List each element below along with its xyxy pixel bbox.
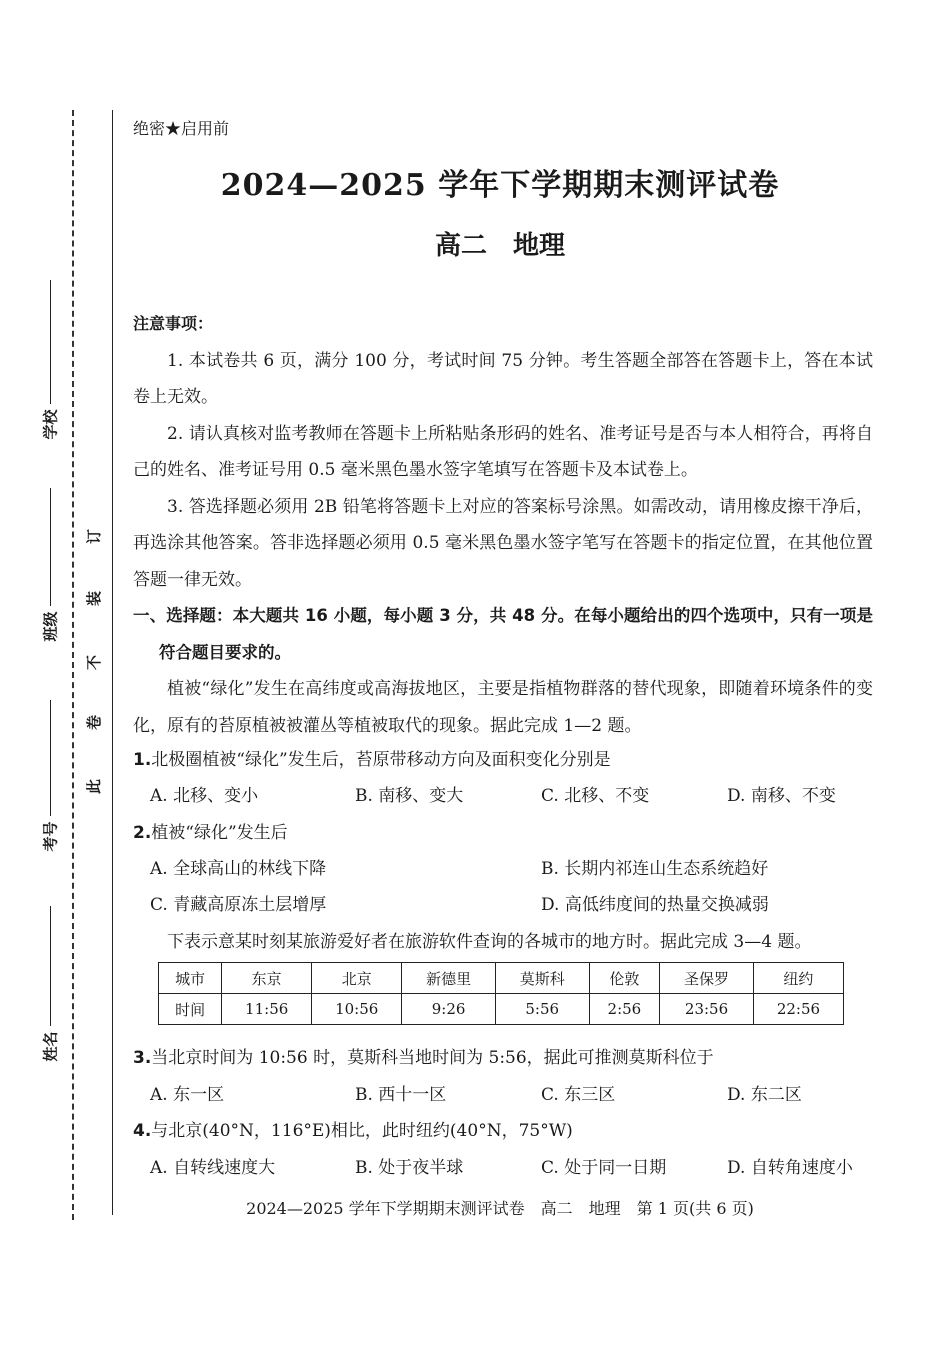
notes-section <box>133 306 873 744</box>
binding-char: 卷 <box>85 714 104 731</box>
class-underline <box>50 488 51 606</box>
question-3 <box>133 1043 873 1068</box>
city-time-table <box>158 962 844 1025</box>
q2-option-d[interactable]: D. 高低纬度间的热量交换减弱 <box>541 895 769 915</box>
name-label: 姓名 <box>41 1031 60 1062</box>
exam-number-underline <box>50 700 51 816</box>
q4-option-b[interactable]: B. 处于夜半球 <box>355 1158 464 1178</box>
question-number: 4. <box>133 1121 152 1141</box>
question-number: 1. <box>133 750 152 770</box>
q2-option-b[interactable]: B. 长期内祁连山生态系统趋好 <box>541 859 769 879</box>
table-cell: 纽约 <box>753 963 843 994</box>
question-number: 3. <box>133 1048 152 1068</box>
question-stem: 与北京(40°N，116°E)相比，此时纽约(40°N，75°W) <box>151 1121 573 1141</box>
name-underline <box>50 906 51 1026</box>
page-footer: 2024—2025 学年下学期期末测评试卷 高二 地理 第 1 页(共 6 页) <box>246 1199 754 1218</box>
passage-1: 植被“绿化”发生在高纬度或高海拔地区，主要是指植物群落的替代现象，即随着环境条件的变化，原有的苔原植被被灌丛等植被取代的现象。据此完成 1—2 题。 <box>133 679 873 736</box>
table-cell: 23:56 <box>660 994 754 1025</box>
section1-heading: 一、选择题：本大题共 16 小题，每小题 3 分，共 48 分。在每小题给出的四个选项中，只有一项是符合题目要求的。 <box>133 606 873 662</box>
table-cell: 22:56 <box>753 994 843 1025</box>
passage-2: 下表示意某时刻某旅游爱好者在旅游软件查询的各城市的地方时。据此完成 3—4 题。 <box>167 932 812 952</box>
table-cell: 伦敦 <box>589 963 660 994</box>
margin-divider-line <box>112 110 113 1215</box>
school-label: 学校 <box>41 409 60 440</box>
q4-option-d[interactable]: D. 自转角速度小 <box>727 1158 853 1178</box>
table-cell: 新德里 <box>402 963 496 994</box>
table-cell: 11:56 <box>222 994 312 1025</box>
school-underline <box>50 280 51 404</box>
question-stem: 北极圈植被“绿化”发生后，苔原带移动方向及面积变化分别是 <box>151 750 611 770</box>
confidential-label: 绝密★启用前 <box>133 119 230 138</box>
q2-option-c[interactable]: C. 青藏高原冻土层增厚 <box>150 895 327 915</box>
table-cell: 东京 <box>222 963 312 994</box>
binding-char: 订 <box>85 528 104 545</box>
binding-char: 不 <box>85 654 104 671</box>
q3-option-d[interactable]: D. 东二区 <box>727 1085 802 1105</box>
class-label: 班级 <box>41 611 60 642</box>
table-cell: 北京 <box>312 963 402 994</box>
binding-char: 此 <box>85 778 104 795</box>
question-1 <box>133 745 873 770</box>
table-cell: 9:26 <box>402 994 496 1025</box>
exam-subtitle: 高二 地理 <box>434 231 565 261</box>
q1-option-c[interactable]: C. 北移、不变 <box>541 786 650 806</box>
q4-option-a[interactable]: A. 自转线速度大 <box>150 1158 276 1178</box>
q2-option-a[interactable]: A. 全球高山的林线下降 <box>150 859 327 879</box>
question-stem: 植被“绿化”发生后 <box>151 823 288 843</box>
table-cell: 5:56 <box>495 994 589 1025</box>
table-header-cell: 城市 <box>159 963 222 994</box>
note-item: 2. 请认真核对监考教师在答题卡上所粘贴条形码的姓名、准考证号是否与本人相符合，再将自己的姓名、准考证号用 0.5 毫米黑色墨水签字笔填写在答题卡及本试卷上。 <box>133 423 873 480</box>
exam-title: 2024—2025 学年下学期期末测评试卷 <box>220 168 780 203</box>
question-4 <box>133 1116 873 1141</box>
table-cell: 2:56 <box>589 994 660 1025</box>
q1-option-a[interactable]: A. 北移、变小 <box>150 786 259 806</box>
note-item: 3. 答选择题必须用 2B 铅笔将答题卡上对应的答案标号涂黑。如需改动，请用橡皮擦干净后，再选涂其他答案。答非选择题必须用 0.5 毫米黑色墨水签字笔写在答题卡的指定位置，在其他位置答题一律无效。 <box>133 496 873 590</box>
table-header-cell: 时间 <box>159 994 222 1025</box>
exam-number-label: 考号 <box>41 821 60 852</box>
table-row <box>159 994 844 1025</box>
note-item: 1. 本试卷共 6 页，满分 100 分，考试时间 75 分钟。考生答题全部答在答题卡上，答在本试卷上无效。 <box>133 350 873 407</box>
binding-char: 装 <box>85 590 104 607</box>
notes-heading: 注意事项： <box>133 314 214 333</box>
q3-option-c[interactable]: C. 东三区 <box>541 1085 616 1105</box>
question-number: 2. <box>133 823 152 843</box>
q4-option-c[interactable]: C. 处于同一日期 <box>541 1158 667 1178</box>
table-cell: 莫斯科 <box>495 963 589 994</box>
table-row <box>159 963 844 994</box>
q3-option-b[interactable]: B. 西十一区 <box>355 1085 447 1105</box>
question-2 <box>133 818 873 843</box>
table-cell: 圣保罗 <box>660 963 754 994</box>
q3-option-a[interactable]: A. 东一区 <box>150 1085 225 1105</box>
question-stem: 当北京时间为 10:56 时，莫斯科当地时间为 5:56，据此可推测莫斯科位于 <box>151 1048 714 1068</box>
table-cell: 10:56 <box>312 994 402 1025</box>
binding-dashed-line <box>72 110 74 1220</box>
q1-option-d[interactable]: D. 南移、不变 <box>727 786 836 806</box>
q1-option-b[interactable]: B. 南移、变大 <box>355 786 464 806</box>
